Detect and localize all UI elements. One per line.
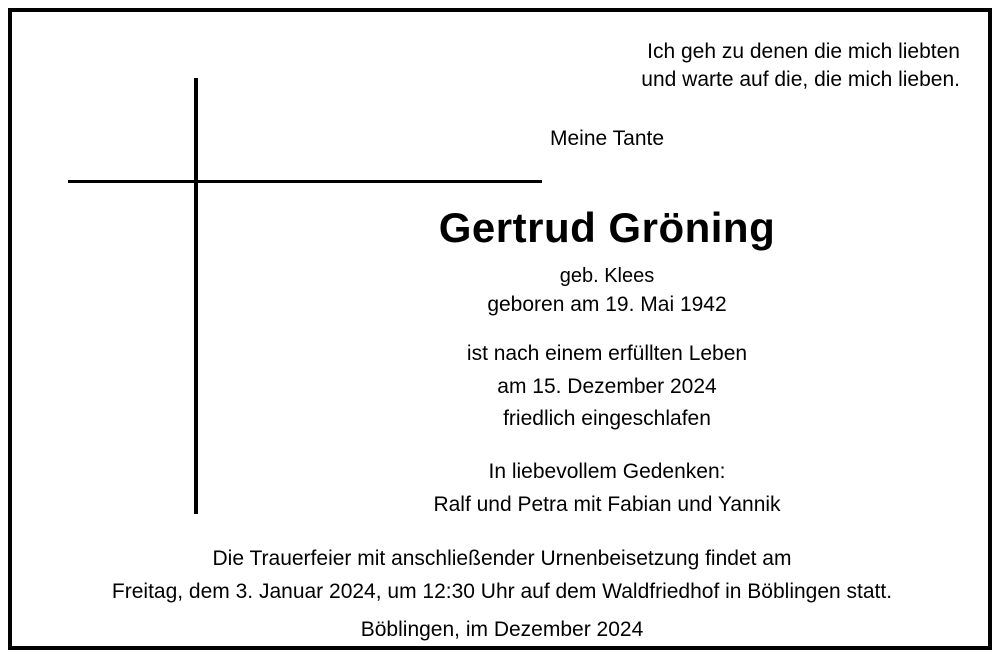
memory-block (242, 456, 972, 521)
passing-text (242, 338, 972, 436)
cross-icon-horizontal-bar (68, 180, 542, 183)
place-and-date: Böblingen, im Dezember 2024 (360, 618, 644, 641)
memory-names: Ralf und Petra mit Fabian und Yannik (433, 492, 781, 516)
birth-date: geboren am 19. Mai 1942 (487, 293, 727, 316)
ceremony-details (32, 543, 972, 608)
epitaph-text (641, 38, 960, 95)
epitaph-line-1: Ich geh zu denen die mich liebten (647, 40, 960, 63)
passing-line-2: am 15. Dezember 2024 (497, 374, 717, 398)
ceremony-line-2: Freitag, dem 3. Januar 2024, um 12:30 Uhr auf dem Waldfriedhof in Böblingen statt. (111, 579, 893, 603)
relation-label: Meine Tante (549, 127, 665, 150)
memory-heading: In liebevollem Gedenken: (488, 460, 726, 483)
maiden-name: geb. Klees (559, 265, 655, 287)
passing-line-3: friedlich eingeschlafen (503, 407, 711, 431)
epitaph-line-2: und warte auf die, die mich lieben. (641, 68, 960, 92)
ceremony-line-1: Die Trauerfeier mit anschließender Urnenbeisetzung findet am (212, 547, 792, 570)
deceased-name: Gertrud Gröning (438, 204, 776, 251)
cross-icon-vertical-bar (194, 78, 198, 514)
obituary-border-frame (8, 8, 992, 650)
obituary-content (12, 12, 988, 646)
passing-line-1: ist nach einem erfüllten Leben (466, 342, 748, 365)
